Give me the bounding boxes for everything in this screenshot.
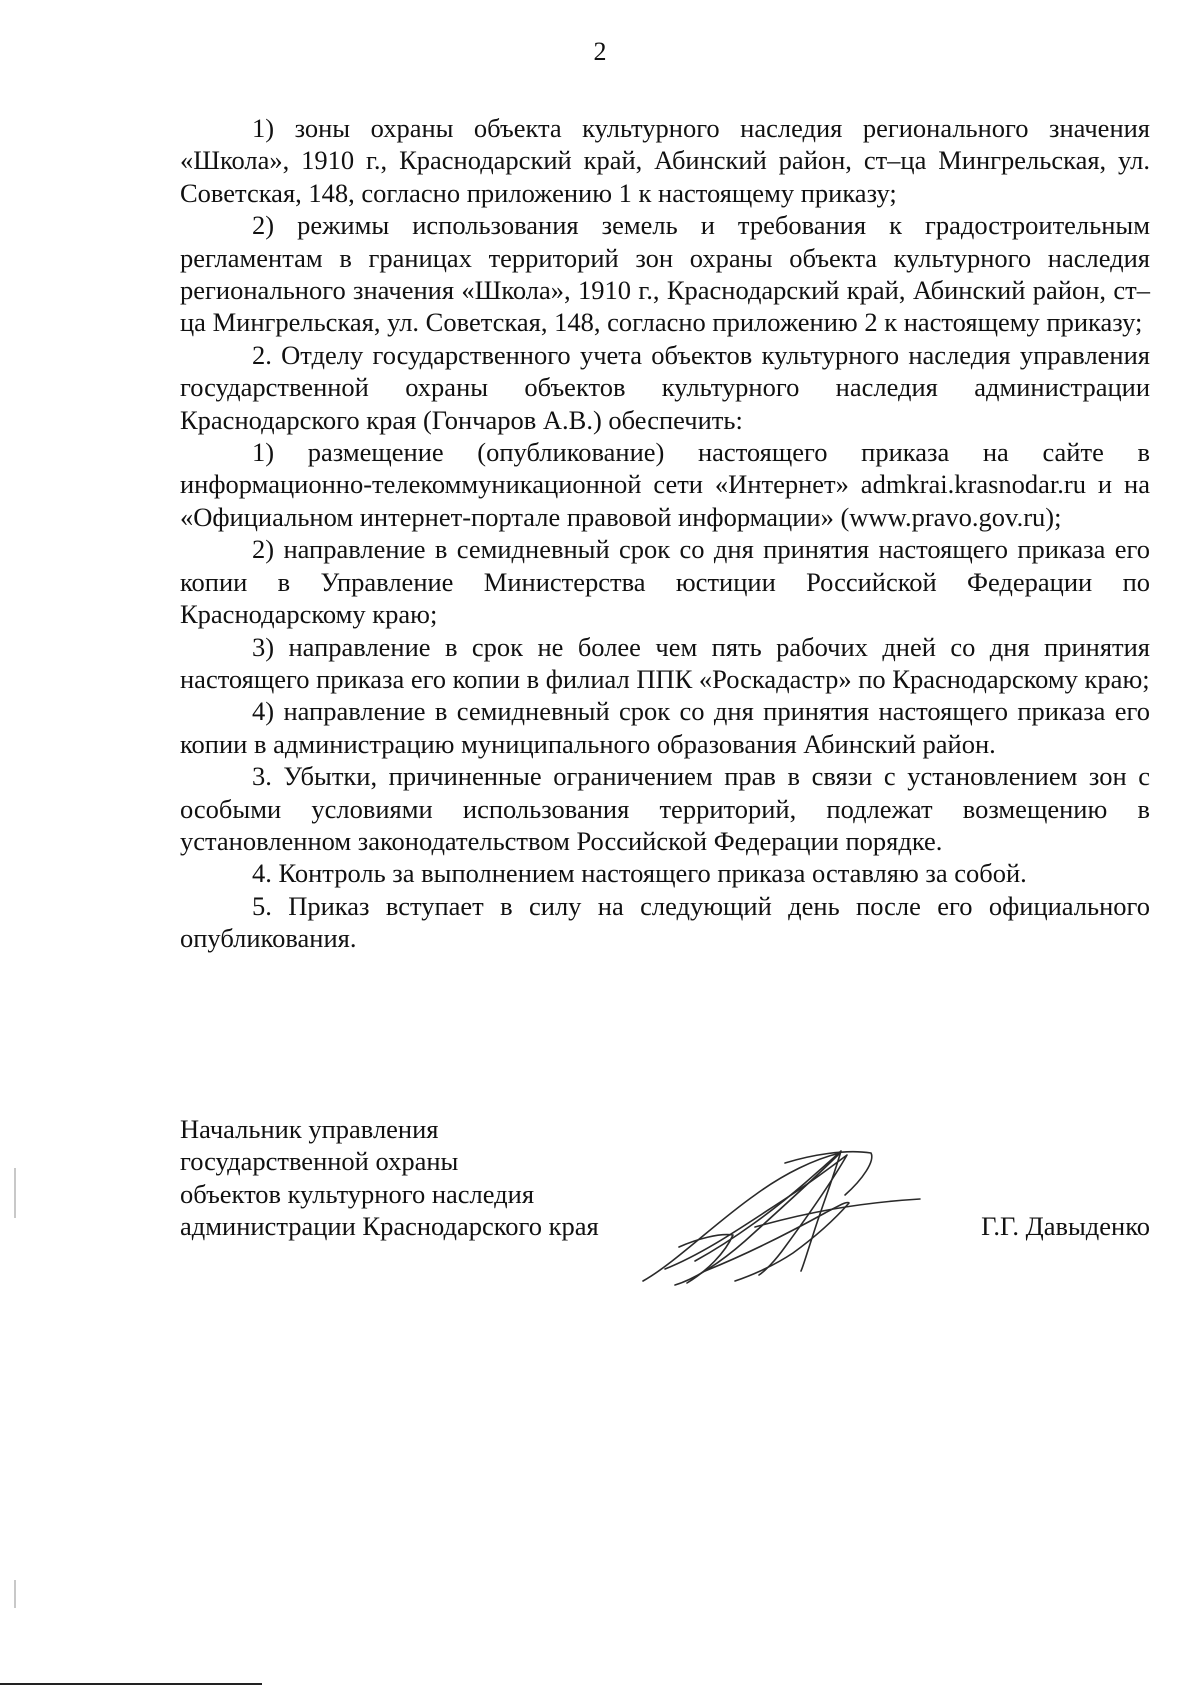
signatory-title-line: объектов культурного наследия — [180, 1178, 535, 1209]
footer-rule — [0, 1683, 262, 1685]
paragraph-ministry-of-justice: 2) направление в семидневный срок со дня принятия настоящего приказа его копии в Управление Министерства юстиции Российской Федерации по Краснодарскому краю; — [180, 534, 1150, 630]
paragraph-publication: 1) размещение (опубликование) настоящего приказа на сайте в информационно-телекоммуникационной сети «Интернет» admkrai.krasnodar.ru и на «Официальном интернет-портале правовой информации» (www.pravo.gov.ru); — [180, 437, 1150, 532]
paragraph-compensation: 3. Убытки, причиненные ограничением прав в связи с установлением зон с особыми условиями использования территорий, подлежат возмещению в установленном законодательством Российской Федерации порядке. — [180, 761, 1150, 856]
signatory-title-line: государственной охраны — [180, 1146, 459, 1177]
paragraph-roskadastr: 3) направление в срок не более чем пять рабочих дней со дня принятия настоящего приказа его копии в филиал ППК «Роскадастр» по Краснодарскому краю; — [180, 631, 1150, 694]
signatory-title — [180, 1113, 599, 1243]
handwritten-signature — [635, 1143, 925, 1293]
paragraph-land-use-regimes: 2) режимы использования земель и требования к градостроительным регламентам в границах территорий зон охраны объекта культурного наследия регионального значения «Школа», 1910 г., Краснодарский край, Абинский район, ст–ца Мингрельская, ул. Советская, 148, согласно приложению 2 к настоящему приказу; — [180, 210, 1150, 338]
paragraph-zone-boundaries: 1) зоны охраны объекта культурного наследия регионального значения «Школа», 1910 г., Краснодарский край, Абинский район, ст–ца Мингрельская, ул. Советская, 148, согласно приложению 1 к настоящему приказу; — [180, 113, 1150, 208]
signatory-name: Г.Г. Давыденко — [981, 1211, 1150, 1241]
signatory-title-line: Начальник управления — [180, 1114, 439, 1144]
signatory-title-line: администрации Краснодарского края — [180, 1211, 599, 1242]
scan-artifact — [14, 1580, 16, 1608]
paragraph-municipal-administration: 4) направление в семидневный срок со дня принятия настоящего приказа его копии в администрацию муниципального образования Абинский район. — [180, 696, 1150, 759]
paragraph-control: 4. Контроль за выполнением настоящего приказа оставляю за собой. — [252, 858, 1027, 889]
signature-block — [180, 1113, 1150, 1293]
document-body — [180, 112, 1150, 955]
paragraph-entry-into-force: 5. Приказ вступает в силу на следующий день после его официального опубликования. — [180, 890, 1150, 954]
paragraph-department-duties: 2. Отделу государственного учета объектов культурного наследия управления государственной охраны объектов культурного наследия администрации Краснодарского края (Гончаров А.В.) обеспечить: — [180, 339, 1150, 435]
page-number: 2 — [593, 37, 607, 66]
scan-artifact — [14, 1168, 16, 1218]
